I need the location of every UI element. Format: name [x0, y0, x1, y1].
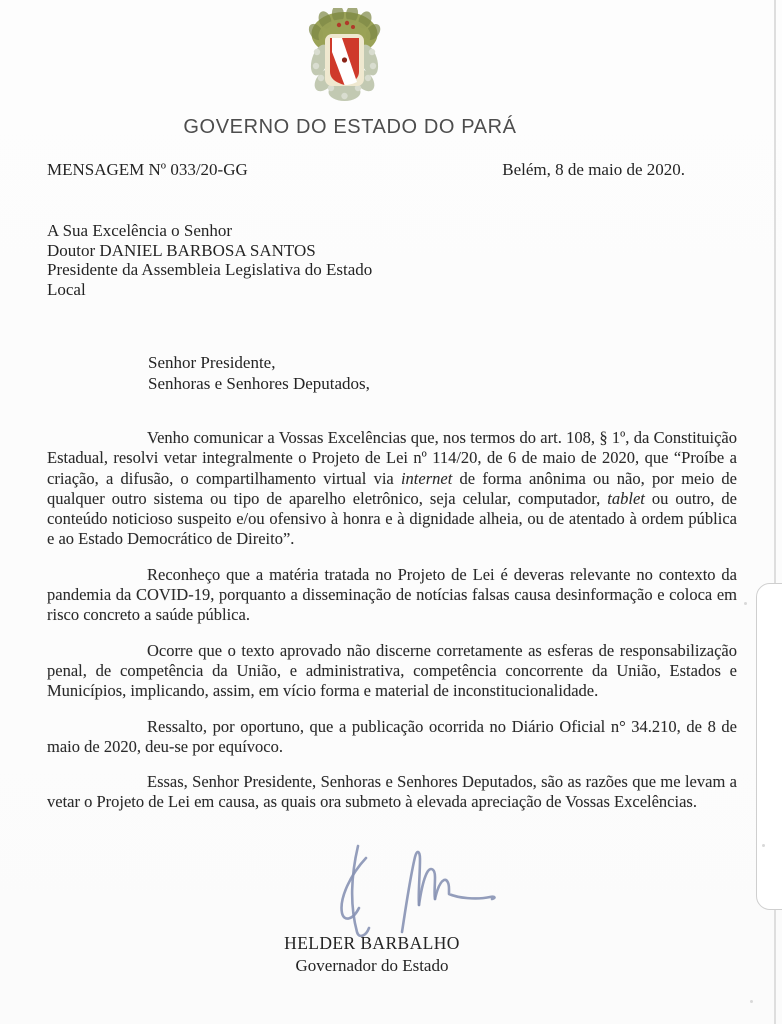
text-line: Senhor Presidente,	[148, 353, 276, 372]
text-line: Senhoras e Senhores Deputados,	[148, 373, 370, 393]
text-line: A Sua Excelência o Senhor	[47, 221, 233, 240]
recipient-block	[47, 221, 372, 299]
body-paragraph: Ocorre que o texto aprovado não discerne corretamente as esferas de responsabilização penal, de competência da União, e administrativa, competência concorrente da União, Estados e Municípios, implicando, assim, em vício forma e material de inconstitucionalidade.	[47, 640, 737, 701]
scan-speck	[744, 602, 747, 605]
scrollbar-thumb[interactable]	[756, 583, 782, 910]
letter-body	[47, 428, 737, 828]
body-paragraph: Essas, Senhor Presidente, Senhoras e Senhores Deputados, são as razões que me levam a vetar o Projeto de Lei em causa, as quais ora submeto à elevada apreciação de Vossas Excelências.	[47, 772, 737, 812]
para-coat-of-arms-icon	[303, 8, 386, 105]
text-line: Doutor DANIEL BARBOSA SANTOS	[47, 240, 316, 260]
scan-speck	[762, 844, 765, 847]
text-line: Presidente da Assembleia Legislativa do Estado	[47, 260, 373, 279]
scan-speck	[750, 1000, 753, 1003]
signer-name: HELDER BARBALHO	[284, 933, 460, 953]
body-paragraph: Venho comunicar a Vossas Excelências que, nos termos do art. 108, § 1º, da Constituição Estadual, resolvi vetar integralmente o Projeto de Lei nº 114/20, de 6 de maio de 2020, que “Proíbe a criação, a difusão, o compartilhamento virtual via internet de forma anônima ou não, por meio de qualquer outro sistema ou tipo de aparelho eletrônico, seja celular, computador, tablet ou outro, de conteúdo noticioso suspeito e/ou ofensivo à honra e à dignidade alheia, ou de atentado à ordem pública e ao Estado Democrático de Direito”.	[47, 428, 737, 549]
signer-title: Governador do Estado	[295, 956, 449, 975]
text-line: Local	[47, 279, 86, 299]
message-number: MENSAGEM Nº 033/20-GG	[47, 160, 248, 179]
governor-signature	[306, 842, 504, 937]
body-paragraph: Ressalto, por oportuno, que a publicação ocorrida no Diário Oficial n° 34.210, de 8 de maio de 2020, deu-se por equívoco.	[47, 716, 737, 756]
date-line: Belém, 8 de maio de 2020.	[502, 160, 685, 179]
body-paragraph: Reconheço que a matéria tratada no Projeto de Lei é deveras relevante no contexto da pandemia da COVID-19, porquanto a disseminação de notícias falsas causa desinformação e coloca em risco concreto a saúde pública.	[47, 564, 737, 625]
page-title: GOVERNO DO ESTADO DO PARÁ	[183, 116, 517, 138]
signature-block	[222, 933, 522, 976]
header-row	[47, 160, 737, 184]
salutation-block	[148, 353, 370, 394]
